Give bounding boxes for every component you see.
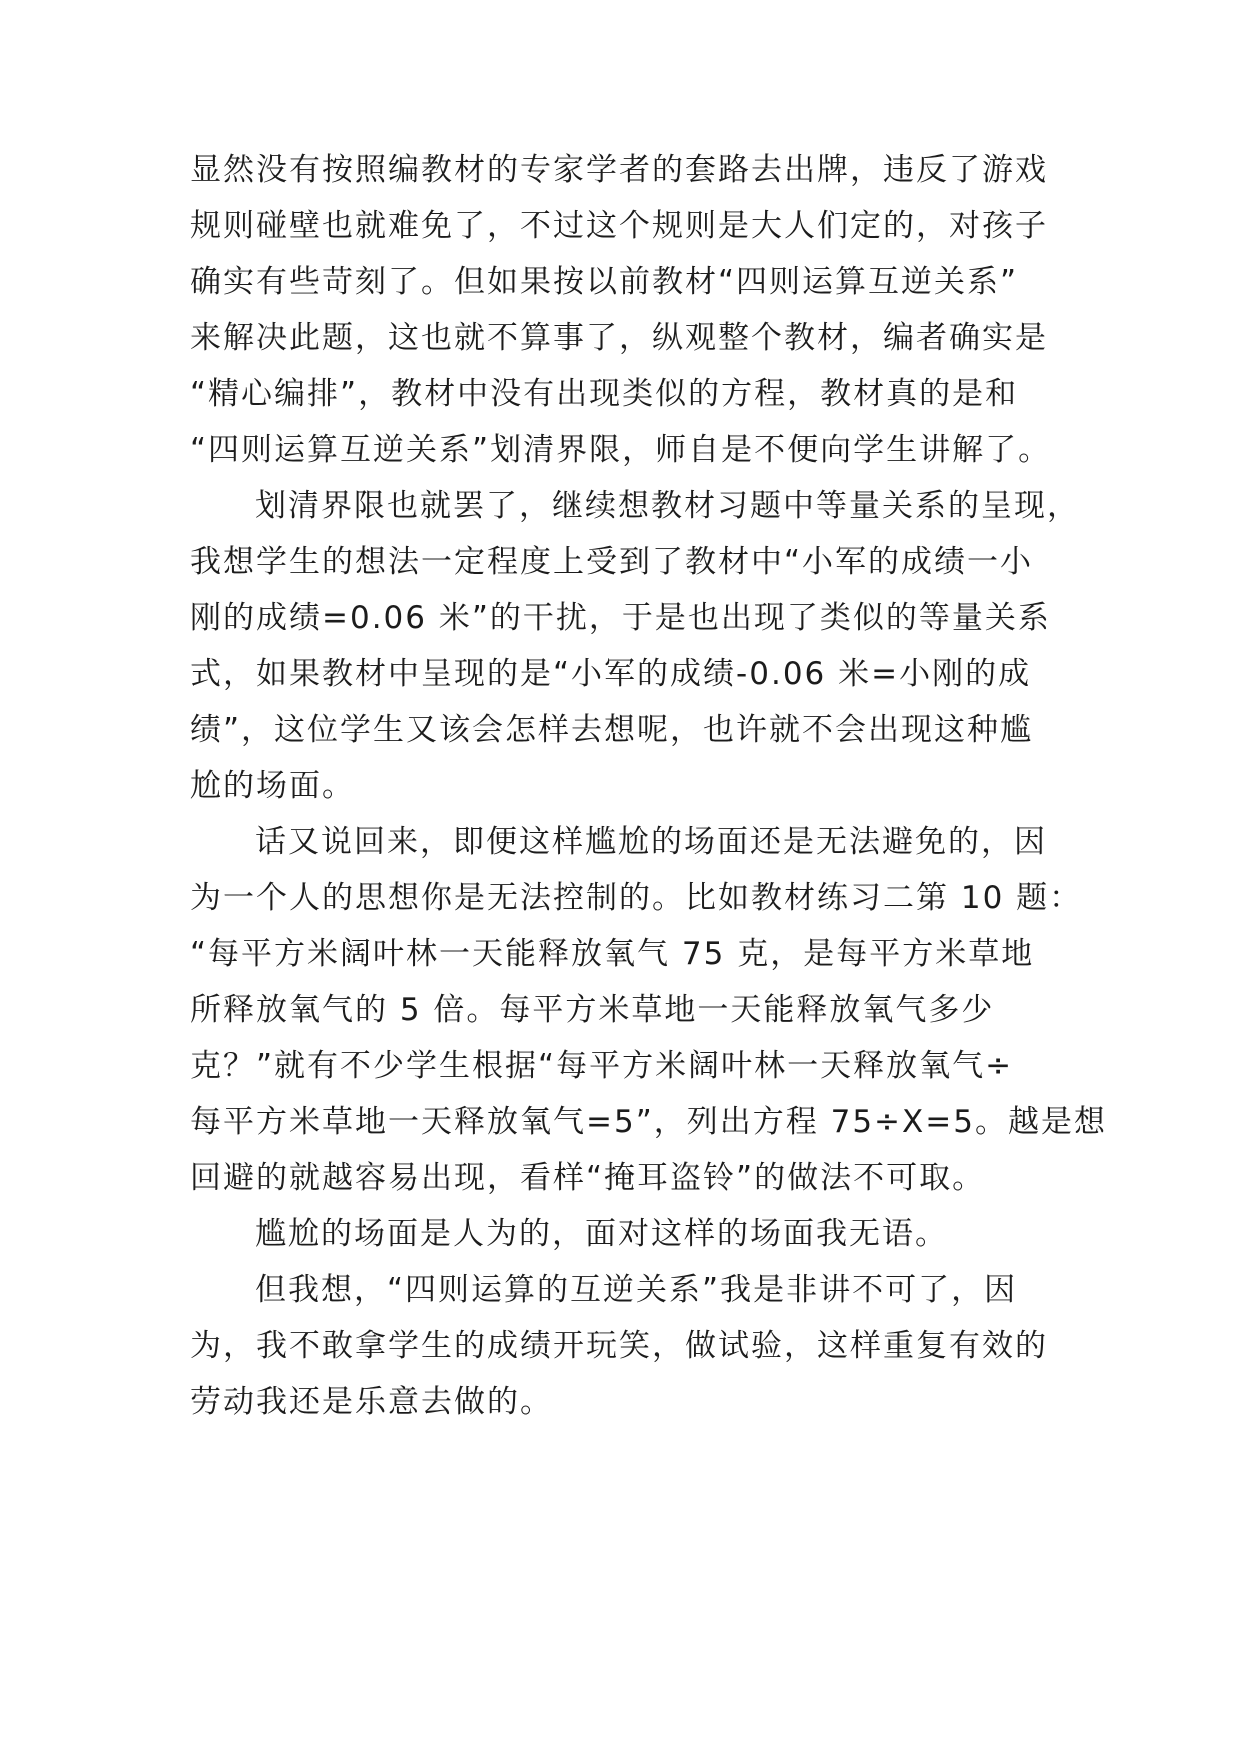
text-line: 来解决此题，这也就不算事了，纵观整个教材，编者确实是 — [190, 320, 1048, 356]
text-line: 规则碰壁也就难免了，不过这个规则是大人们定的，对孩子 — [190, 208, 1048, 244]
text-line: 确实有些苛刻了。但如果按以前教材“四则运算互逆关系” — [190, 264, 1019, 300]
text-line: 回避的就越容易出现，看样“掩耳盗铃”的做法不可取。 — [190, 1160, 986, 1196]
paragraph-first-line: 尴尬的场面是人为的，面对这样的场面我无语。 — [255, 1216, 948, 1252]
paragraph-first-line: 话又说回来，即便这样尴尬的场面还是无法避免的，因 — [255, 824, 1047, 860]
paragraph-first-line: 但我想，“四则运算的互逆关系”我是非讲不可了，因 — [255, 1272, 1018, 1308]
text-line: 尬的场面。 — [190, 768, 355, 804]
text-line: 刚的成绩=0.06 米”的干扰，于是也出现了类似的等量关系 — [190, 600, 1051, 636]
text-line: 为，我不敢拿学生的成绩开玩笑，做试验，这样重复有效的 — [190, 1328, 1048, 1364]
text-line: 所释放氧气的 5 倍。每平方米草地一天能释放氧气多少 — [190, 992, 995, 1028]
text-line: “四则运算互逆关系”划清界限，师自是不便向学生讲解了。 — [190, 432, 1052, 468]
text-line: 绩”，这位学生又该会怎样去想呢，也许就不会出现这种尴 — [190, 712, 1034, 748]
text-line: 显然没有按照编教材的专家学者的套路去出牌，违反了游戏 — [190, 152, 1048, 188]
paragraph-first-line: 划清界限也就罢了，继续想教材习题中等量关系的呈现， — [255, 488, 1080, 524]
text-line: 式，如果教材中呈现的是“小军的成绩-0.06 米=小刚的成 — [190, 656, 1032, 692]
text-line: 克？”就有不少学生根据“每平方米阔叶林一天释放氧气÷ — [190, 1048, 1014, 1084]
text-line: 劳动我还是乐意去做的。 — [190, 1384, 553, 1420]
text-line: 每平方米草地一天释放氧气=5”，列出方程 75÷X=5。越是想 — [190, 1104, 1107, 1140]
text-line: 为一个人的思想你是无法控制的。比如教材练习二第 10 题： — [190, 880, 1083, 916]
text-line: 我想学生的想法一定程度上受到了教材中“小军的成绩一小 — [190, 544, 1034, 580]
text-line: “每平方米阔叶林一天能释放氧气 75 克，是每平方米草地 — [190, 936, 1035, 972]
text-line: “精心编排”，教材中没有出现类似的方程，教材真的是和 — [190, 376, 1019, 412]
